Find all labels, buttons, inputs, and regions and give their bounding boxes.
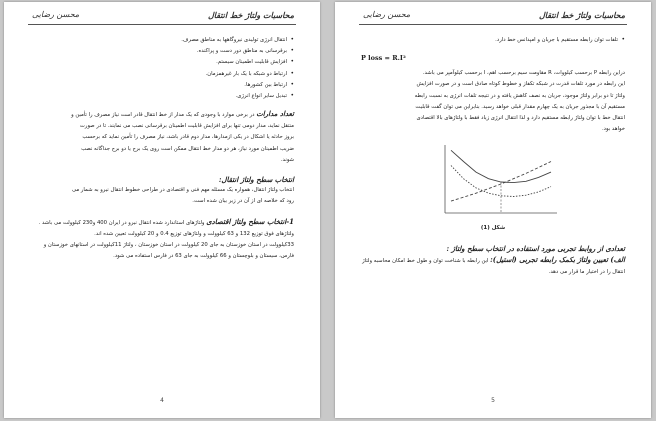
page-number: 5 [491,397,495,404]
page-number: 4 [160,397,164,404]
formula: P loss = R.I² [361,54,406,62]
text-line: ولتاژهای فوق توزیع 132 و 63 کیلوولت و ولتاژهای توزیع 0.4 و 20 کیلوولت تعیین شده اند. [94,230,294,237]
text-line: انتقال را در اختیار ما قرار می دهد. [548,269,625,276]
bullet-list [30,36,294,100]
figure-chart [423,141,563,223]
section-heading: 1-انتخاب سطح ولتاژ اقتصادی [206,216,294,226]
page-header [359,10,627,25]
text-line: شوند. [280,156,294,163]
bullet-list [361,36,625,44]
list-item: • تبدیل سایر انواع انرژی. [30,92,294,100]
chart-series-line-2 [451,162,551,202]
header-title: محاسبات ولتاژ خط انتقال [207,10,294,20]
header-author: محسن رضایی [363,10,411,19]
chart-series-line-3 [451,166,551,197]
list-item: • ارتباط بین کشورها. [30,81,294,89]
chart-series-line-1 [451,151,551,183]
section-heading: تعداد مدارات [256,108,294,118]
section-heading: الف) تعیین ولتاژ بکمک رابطه تجربی (استیل): [490,254,625,264]
header-author: محسن رضایی [32,10,80,19]
text-line: منتقل نماید، مدار دومی تنها برای افزایش قابلیت اطمینان برقرسانی نصب می نمایند. تا در صورت [79,123,294,130]
text-line: ولتاژهای استاندارد شده انتقال نیرو در ایران 400 و230 کیلوولت می باشد . [38,219,205,226]
text-line: در برخی موارد با وجودی که یک مدار از خط انتقال قادر است نیاز مصرف را تأمین و [71,111,255,118]
list-item: • تلفات توان رابطه مستقیم با جریان و امپدانس خط دارد. [361,36,625,44]
list-item: • ارتباط دو شبکه با یک بار غیرهمزمان. [30,70,294,78]
text-line: فارس، سیستان و بلوچستان و 66 کیلوولت به جای 63 در فارس استفاده می شود. [113,253,294,260]
section-heading: انتخاب سطح ولتاژ انتقال: [218,174,294,184]
text-line: مستقیم آن با مجذور جریان به یک چهارم مقدار قبلی خواهد رسید. بنابراین می توان گفت قابلیت [415,103,625,110]
text-line: انتقال خط با توان ولتاژ رابطه مستقیم دارد و لذا انتقال انرژی زیاد فقط با ولتاژهای بالا اقتصادی [416,115,625,122]
page-right [335,2,651,418]
text-line: ولتاژ تا دو برابر ولتاژ موجود، جریان به نصف کاهش یافته و در نتیجه تلفات انرژی به نسبت رابطه [414,92,625,99]
text-line: ضریب اطمینان مورد نیاز، هر دو مدار خط انتقال ممکن است روی یک برج یا دو برج جداگانه نصب [81,145,294,152]
page-left [4,2,320,418]
figure-caption: شکل (1) [480,225,506,232]
text-line: این رابطه در مورد تلفات قدرت در شبکه تکفاز و خطوط کوتاه صادق است و در صورت افزایش [416,81,625,88]
chart-svg [423,141,563,223]
paragraph [361,254,625,267]
list-item: • انتقال انرژی تولیدی نیروگاهها به مناطق مصرف. [30,36,294,44]
list-item: • افزایش قابلیت اطمینان سیستم. [30,58,294,66]
text-line: رود که خلاصه ای از آن در زیر بیان شده است. [192,198,294,205]
section-heading: تعدادی از روابط تجربی مورد استفاده در انتخاب سطح ولتاژ : [446,243,625,253]
text-line: 33کیلوولت در استان خوزستان به جای 20 کیلوولت در استان خوزستان ، ولتاژ 11کیلوولت در استانهای خوزستان و [43,241,294,248]
text-line: بروز حادثه یا اشکال در یکی ازمدارها، مدار دوم قادر باشد، نیاز مصرف را تأمین نماید که برحسب [82,134,294,141]
page-header [28,10,296,25]
text-line: انتخاب ولتاژ انتقال، همواره یک مسئله مهم فنی و اقتصادی در طراحی خطوط انتقال نیرو به شمار می [71,187,294,194]
text-line: خواهد بود. [602,126,625,133]
paragraph [30,108,294,121]
list-item: • برقرسانی به مناطق دور دست و پراکنده. [30,47,294,55]
text-line: این رابطه با شناخت توان و طول خط امکان محاسبه ولتاژ [362,257,489,264]
paragraph [30,216,294,229]
header-title: محاسبات ولتاژ خط انتقال [538,10,625,20]
text-line: دراین رابطه P برحسب کیلووات، R مقاومت سیم برحسب اهم، I برحسب کیلوآمپر می باشد. [422,70,625,77]
